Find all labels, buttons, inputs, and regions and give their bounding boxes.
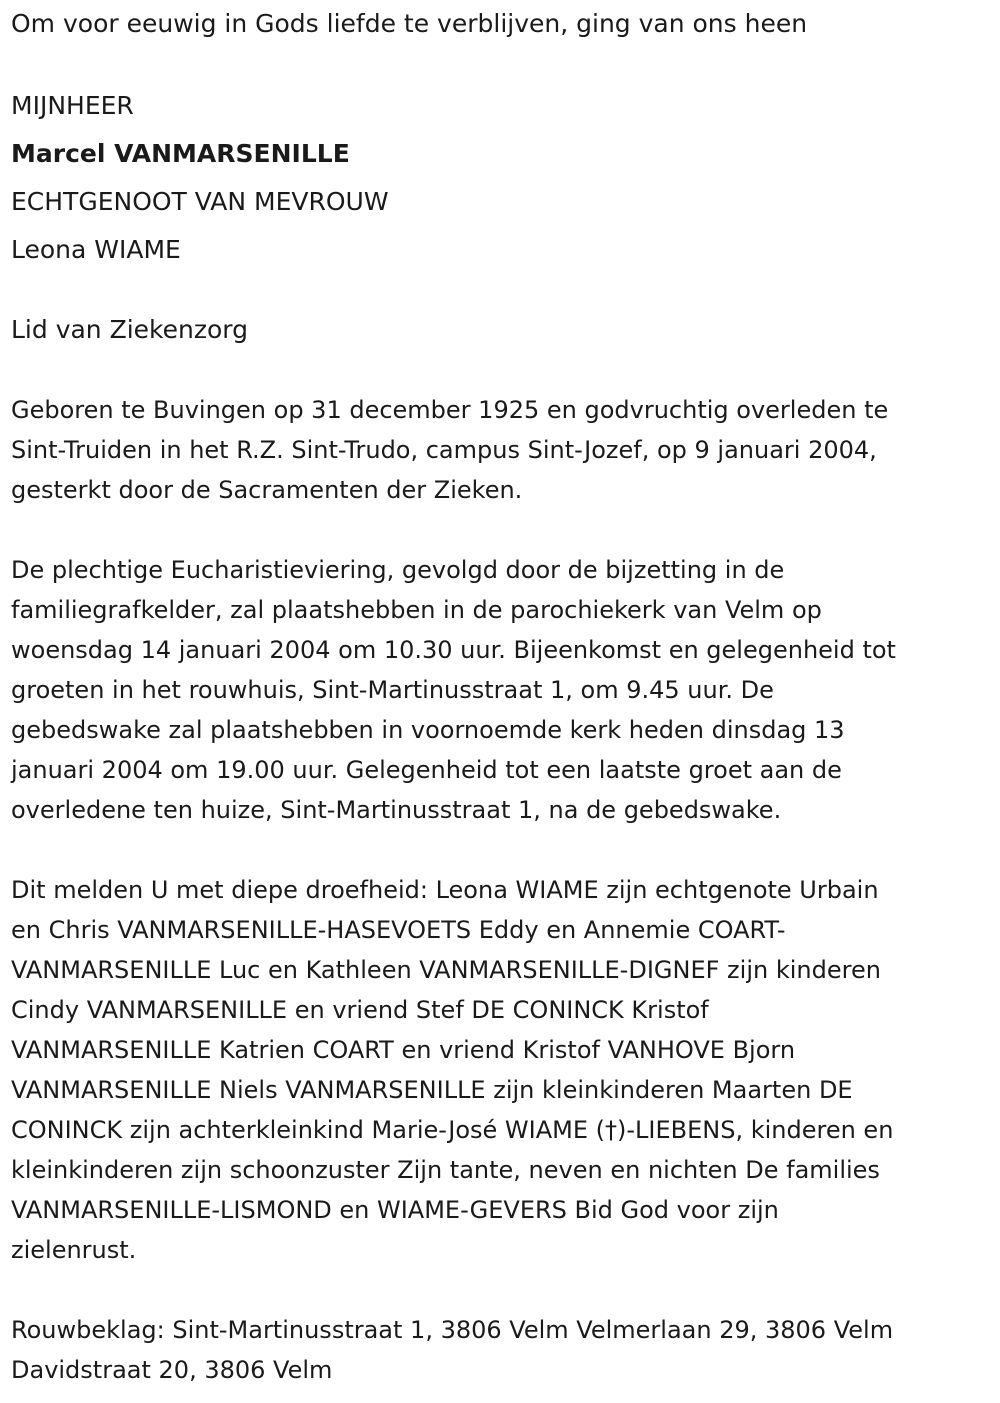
deceased-name: Marcel VANMARSENILLE <box>11 139 350 168</box>
relation-line: ECHTGENOOT VAN MEVROUW <box>11 187 389 216</box>
paragraph-line: De plechtige Eucharistieviering, gevolgd door de bijzetting in de <box>11 556 785 584</box>
paragraph-line: Cindy VANMARSENILLE en vriend Stef DE CONINCK Kristof <box>11 996 709 1024</box>
paragraph-line: en Chris VANMARSENILLE-HASEVOETS Eddy en Annemie COART- <box>11 916 786 944</box>
deceased-header <box>11 82 389 274</box>
paragraph-line: gebedswake zal plaatshebben in voornoemde kerk heden dinsdag 13 <box>11 716 845 744</box>
paragraph-line: VANMARSENILLE Katrien COART en vriend Kristof VANHOVE Bjorn <box>11 1036 796 1064</box>
paragraph-line: zielenrust. <box>11 1236 137 1264</box>
condolences-paragraph <box>11 1310 893 1390</box>
funeral-paragraph <box>11 550 896 830</box>
birth-death-paragraph <box>11 390 888 510</box>
paragraph-line: kleinkinderen zijn schoonzuster Zijn tante, neven en nichten De families <box>11 1156 880 1184</box>
paragraph-line: familiegrafkelder, zal plaatshebben in de parochiekerk van Velm op <box>11 596 822 624</box>
paragraph-line: groeten in het rouwhuis, Sint-Martinusstraat 1, om 9.45 uur. De <box>11 676 774 704</box>
paragraph-line: Dit melden U met diepe droefheid: Leona WIAME zijn echtgenote Urbain <box>11 876 879 904</box>
paragraph-line: overledene ten huize, Sint-Martinusstraat 1, na de gebedswake. <box>11 796 782 824</box>
paragraph-line: VANMARSENILLE Niels VANMARSENILLE zijn kleinkinderen Maarten DE <box>11 1076 853 1104</box>
paragraph-line: Sint-Truiden in het R.Z. Sint-Trudo, campus Sint-Jozef, op 9 januari 2004, <box>11 436 877 464</box>
paragraph-line: Rouwbeklag: Sint-Martinusstraat 1, 3806 Velm Velmerlaan 29, 3806 Velm <box>11 1316 894 1344</box>
paragraph-line: januari 2004 om 19.00 uur. Gelegenheid tot een laatste groet aan de <box>11 756 842 784</box>
paragraph-line: gesterkt door de Sacramenten der Zieken. <box>11 476 523 504</box>
paragraph-line: woensdag 14 januari 2004 om 10.30 uur. Bijeenkomst en gelegenheid tot <box>11 636 896 664</box>
spouse-name: Leona WIAME <box>11 235 181 264</box>
paragraph-line: VANMARSENILLE-LISMOND en WIAME-GEVERS Bid God voor zijn <box>11 1196 779 1224</box>
paragraph-line: Davidstraat 20, 3806 Velm <box>11 1356 333 1384</box>
honorific: MIJNHEER <box>11 91 134 120</box>
intro-line: Om voor eeuwig in Gods liefde te verblijven, ging van ons heen <box>11 9 808 38</box>
paragraph-line: VANMARSENILLE Luc en Kathleen VANMARSENILLE-DIGNEF zijn kinderen <box>11 956 881 984</box>
paragraph-line: Geboren te Buvingen op 31 december 1925 en godvruchtig overleden te <box>11 396 889 424</box>
membership-line: Lid van Ziekenzorg <box>11 315 248 344</box>
family-paragraph <box>11 870 893 1270</box>
paragraph-line: CONINCK zijn achterkleinkind Marie-José WIAME (†)-LIEBENS, kinderen en <box>11 1116 894 1144</box>
